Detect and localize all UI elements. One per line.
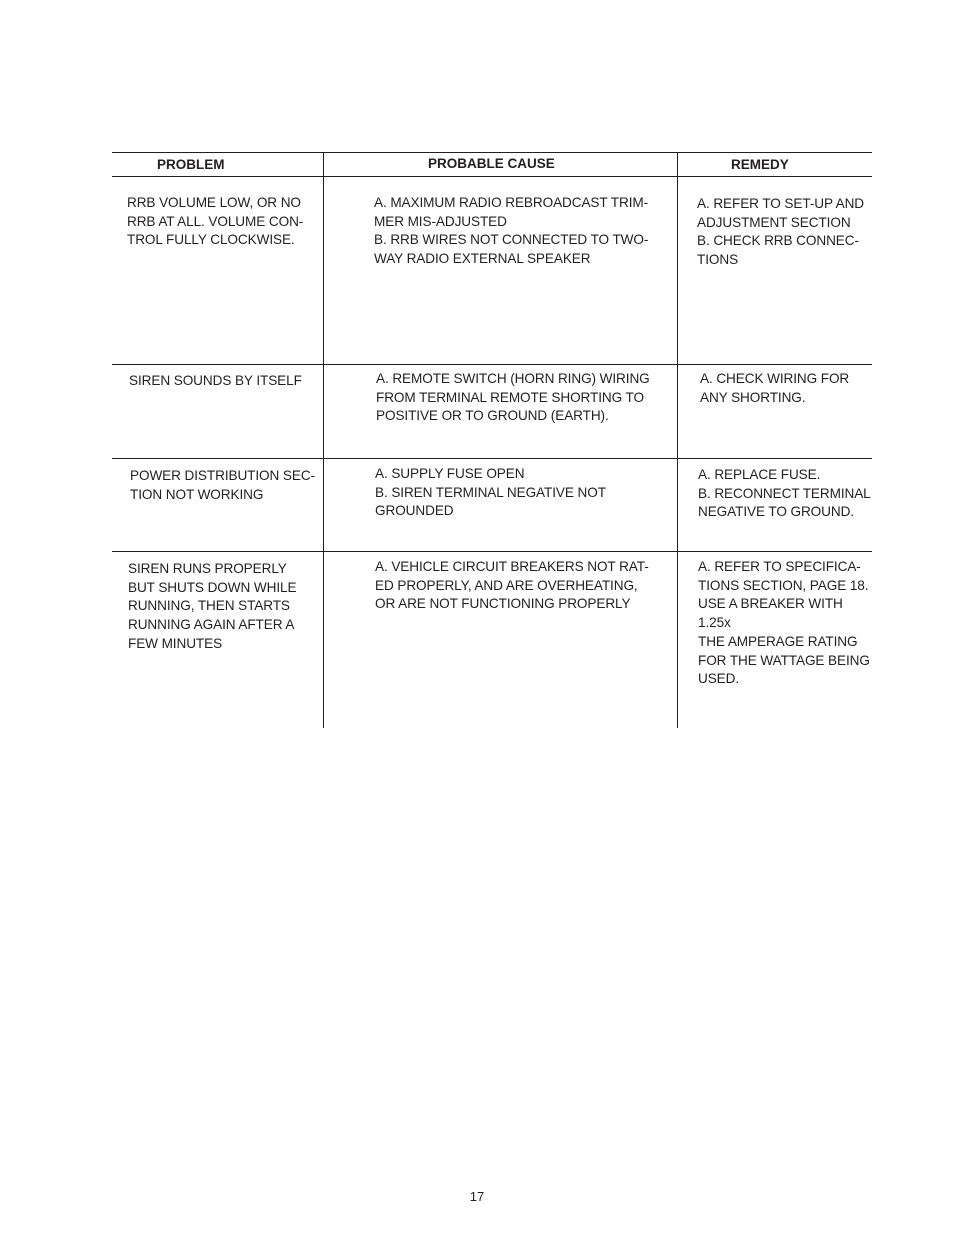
column-header-probable-cause: PROBABLE CAUSE [428,156,555,171]
problem-cell: POWER DISTRIBUTION SEC- TION NOT WORKING [130,468,315,502]
row-divider [112,551,872,552]
column-divider [677,152,678,728]
problem-cell: SIREN SOUNDS BY ITSELF [129,373,302,388]
cause-cell: A. VEHICLE CIRCUIT BREAKERS NOT RAT- ED PROPERLY, AND ARE OVERHEATING, OR ARE NOT FUNCTIONING PROPERLY [375,559,649,612]
row-divider [112,364,872,365]
page-number: 17 [469,1189,485,1204]
remedy-cell: A. REPLACE FUSE. B. RECONNECT TERMINAL NEGATIVE TO GROUND. [698,467,871,520]
row-divider [112,458,872,459]
header-bottom-rule [112,176,872,177]
problem-cell: SIREN RUNS PROPERLY BUT SHUTS DOWN WHILE RUNNING, THEN STARTS RUNNING AGAIN AFTER A FEW MINUTES [128,561,297,651]
column-header-remedy: REMEDY [731,157,789,172]
remedy-cell: A. REFER TO SPECIFICA- TIONS SECTION, PAGE 18. USE A BREAKER WITH 1.25x THE AMPERAGE RATING FOR THE WATTAGE BEING USED. [698,559,870,687]
cause-cell: A. SUPPLY FUSE OPEN B. SIREN TERMINAL NEGATIVE NOT GROUNDED [375,466,606,519]
cause-cell: A. REMOTE SWITCH (HORN RING) WIRING FROM TERMINAL REMOTE SHORTING TO POSITIVE OR TO GROUND (EARTH). [376,371,650,424]
column-header-problem: PROBLEM [157,157,225,172]
table-top-rule [112,152,872,153]
cause-cell: A. MAXIMUM RADIO REBROADCAST TRIM- MER MIS-ADJUSTED B. RRB WIRES NOT CONNECTED TO TWO- WAY RADIO EXTERNAL SPEAKER [374,195,649,267]
problem-cell: RRB VOLUME LOW, OR NO RRB AT ALL. VOLUME CON- TROL FULLY CLOCKWISE. [127,195,304,248]
remedy-cell: A. REFER TO SET-UP AND ADJUSTMENT SECTION B. CHECK RRB CONNEC- TIONS [697,196,865,268]
column-divider [323,152,324,728]
remedy-cell: A. CHECK WIRING FOR ANY SHORTING. [700,371,850,405]
